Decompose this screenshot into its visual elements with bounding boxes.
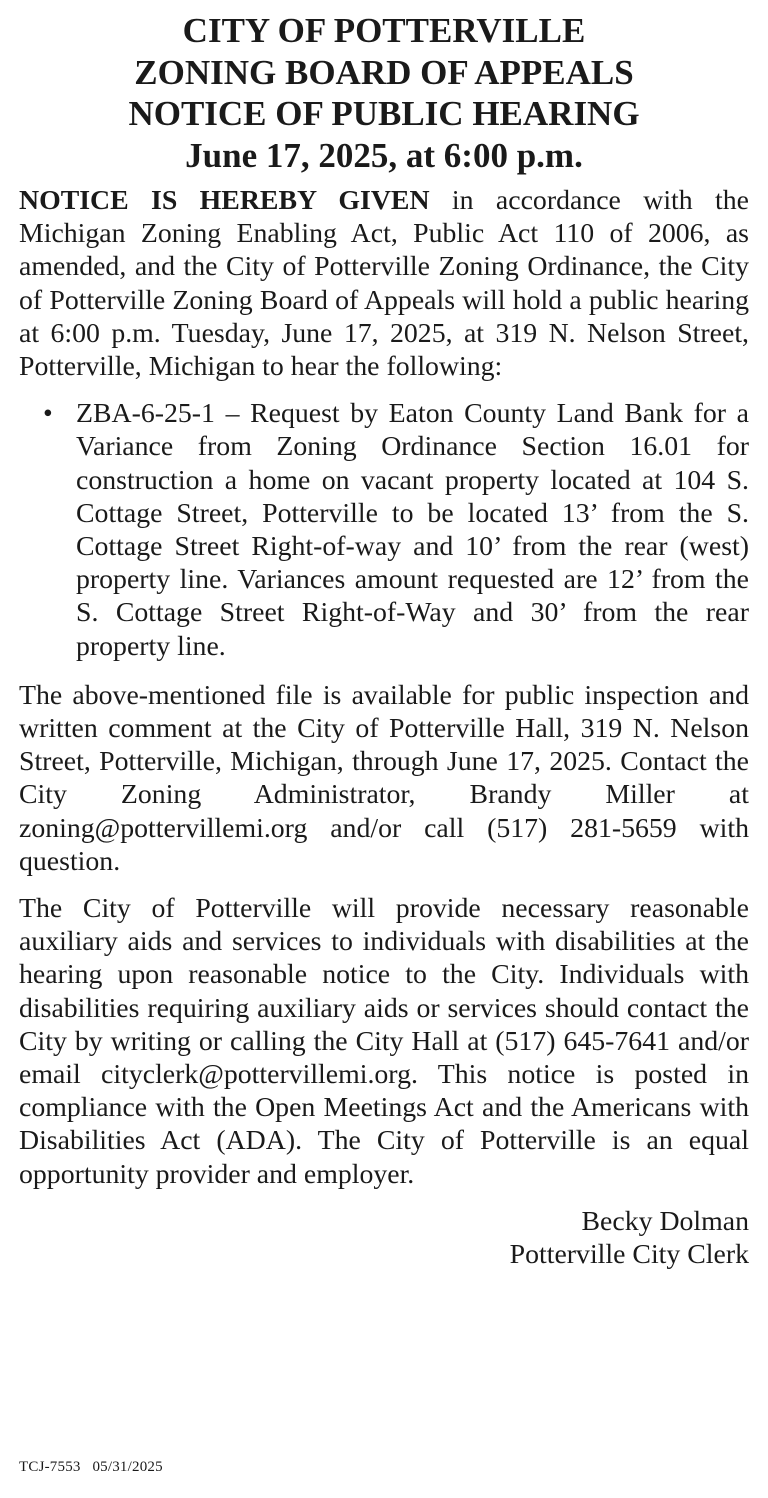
signer-title: Potterville City Clerk	[509, 1239, 749, 1271]
intro-paragraph	[19, 184, 749, 383]
intro-lead: NOTICE IS HEREBY GIVEN	[19, 185, 430, 216]
heading-date-time: June 17, 2025, at 6:00 p.m.	[185, 135, 583, 175]
publication-code	[19, 1459, 163, 1476]
heading-board: ZONING BOARD OF APPEALS	[134, 52, 634, 92]
inspection-paragraph: The above-mentioned file is available for public inspection and written comment at the City of Potterville Hall, 319 N. Nelson Street, Potterville, Michigan, through June 17, 2025. Contact the City Zoning Administrator, Brandy Miller at zoning@pottervillemi.org and/or call (517) 281-5659 with question.	[19, 679, 749, 877]
bullet-icon: •	[43, 398, 53, 430]
heading-city: CITY OF POTTERVILLE	[182, 11, 586, 50]
list-item	[19, 397, 749, 663]
heading-notice-type: NOTICE OF PUBLIC HEARING	[128, 94, 640, 133]
publication-id: TCJ-7553	[19, 1459, 81, 1475]
signer-name: Becky Dolman	[581, 1205, 749, 1237]
accessibility-paragraph: The City of Potterville will provide necessary reasonable auxiliary aids and services to individuals with disabilities at the hearing upon reasonable notice to the City. Individuals with disabilities requiring auxiliary aids or services should contact the City by writing or calling the City Hall at (517) 645-7641 and/or email cityclerk@pottervillemi.org. This notice is posted in compliance with the Open Meetings Act and the Americans with Disabilities Act (ADA). The City of Potterville is an equal opportunity provider and employer.	[19, 893, 749, 1190]
notice-heading	[19, 10, 749, 176]
intro-text: in accordance with the Michigan Zoning Enabling Act, Public Act 110 of 2006, as amended, and the City of Potterville Zoning Ordinance, the City of Potterville Zoning Board of Appeals will hold a public hearing at 6:00 p.m. Tuesday, June 17, 2025, at 319 N. Nelson Street, Potterville, Michigan to hear the following:	[19, 185, 749, 383]
publication-date: 05/31/2025	[92, 1459, 163, 1475]
variance-request-text: ZBA-6-25-1 – Request by Eaton County Land Bank for a Variance from Zoning Ordinance Section 16.01 for construction a home on vacant property located at 104 S. Cottage Street, Potterville to be located 13’ from the S. Cottage Street Right-of-way and 10’ from the rear (west) property line. Variances amount requested are 12’ from the S. Cottage Street Right-of-Way and 30’ from the rear property line.	[76, 398, 749, 662]
signature-block	[19, 1205, 749, 1271]
